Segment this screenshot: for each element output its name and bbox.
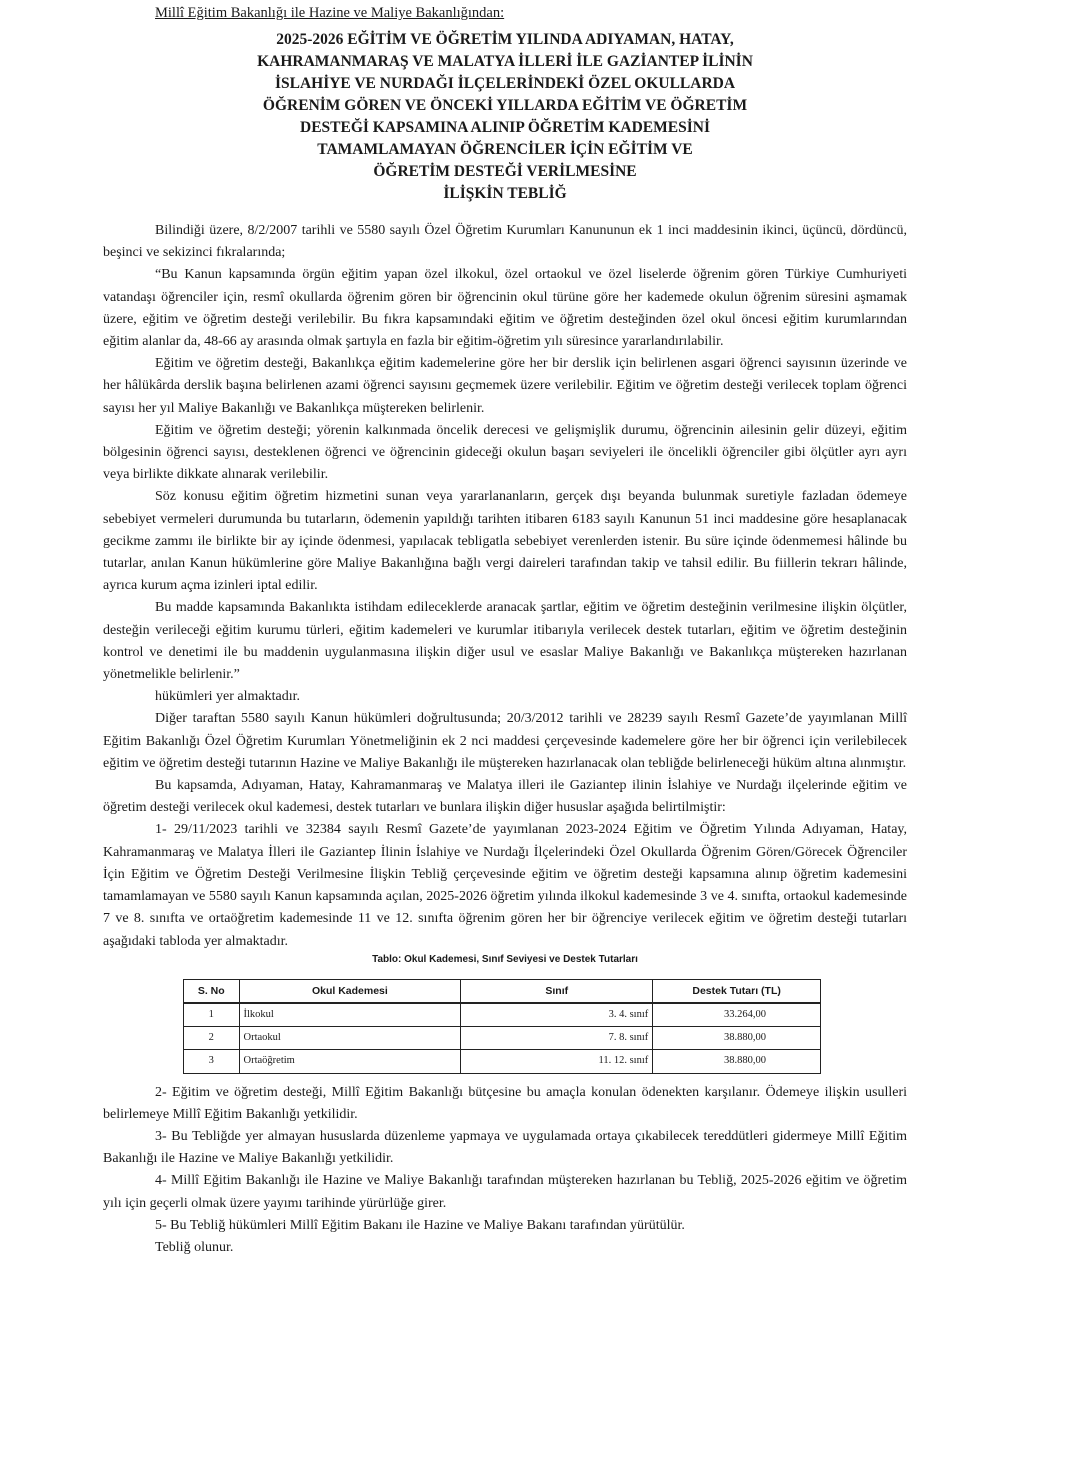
cell-amount: 33.264,00: [653, 1003, 821, 1027]
table-row: [184, 1050, 821, 1073]
title-line: İSLAHİYE VE NURDAĞI İLÇELERİNDEKİ ÖZEL OKULLARDA: [274, 75, 736, 92]
paragraph: “Bu Kanun kapsamında örgün eğitim yapan özel ilkokul, özel ortaokul ve özel liselerde öğrenim gören Türkiye Cumhuriyeti vatandaşı öğrenciler için, resmî okullarda öğrenim gören bir öğrencinin okul türüne göre her kademede okulun öğrenim süresini aşmamak üzere, eğitim ve öğretim desteği verilebilir. Bu fıkra kapsamındaki eğitim ve öğretim desteğinden özel okul öncesi eğitim kurumlarından eğitim alanlar da, 48-66 ay arasında olmak şartıyla en fazla bir eğitim-öğretim yılı süresince yararlandırılabilir.: [103, 267, 907, 350]
paragraph: 2- Eğitim ve öğretim desteği, Millî Eğitim Bakanlığı bütçesine bu amaçla konulan ödenekten karşılanır. Ödemeye ilişkin usulleri belirlemeye Millî Eğitim Bakanlığı yetkilidir.: [103, 1084, 907, 1122]
title-line: ÖĞRENİM GÖREN VE ÖNCEKİ YILLARDA EĞİTİM VE ÖĞRETİM: [262, 97, 748, 114]
title-line: İLİŞKİN TEBLİĞ: [443, 185, 567, 202]
cell-grade: 7. 8. sınıf: [461, 1027, 653, 1050]
cell-level: İlkokul: [239, 1003, 461, 1027]
cell-grade: 3. 4. sınıf: [461, 1003, 653, 1027]
issuer-line: Millî Eğitim Bakanlığı ile Hazine ve Maliye Bakanlığından:: [155, 5, 505, 21]
cell-level: Ortaöğretim: [239, 1050, 461, 1073]
title-line: TAMAMLAMAYAN ÖĞRENCİLER İÇİN EĞİTİM VE: [317, 141, 693, 158]
paragraph: 1- 29/11/2023 tarihli ve 32384 sayılı Resmî Gazete’de yayımlanan 2023-2024 Eğitim ve Öğretim Yılında Adıyaman, Hatay, Kahramanmaraş ve Malatya İlleri ile Gaziantep İlinin İslahiye ve Nurdağı İlçelerindeki Özel Okullarda Öğrenim Gören/Görecek Öğrenciler İçin Eğitim ve Öğretim Desteği Verilmesine İlişkin Tebliğ çerçevesinde eğitim ve öğretim desteği kapsamına alınıp öğretim kademesini tamamlamayan ve 5580 sayılı Kanun kapsamında açılan, 2025-2026 öğretim yılında ilkokul kademesinde 3 ve 4. sınıfta, ortaokul kademesinde 7 ve 8. sınıfta ve ortaöğretim kademesinde 11 ve 12. sınıfta öğrenim gören her bir öğrenciye verilecek eğitim ve öğretim desteği tutarları aşağıdaki tabloda yer almaktadır.: [103, 822, 907, 949]
paragraph: Bu madde kapsamında Bakanlıkta istihdam edileceklerde aranacak şartlar, eğitim ve öğretim desteğinin verilmesine ilişkin ölçütler, desteğin verileceği eğitim kurumu türleri, eğitim kademeleri ve kurumlar itibarıyla verilecek destek tutarları, eğitim ve öğretim desteğinin kontrol ve denetimi ile bu maddenin uygulanmasına ilişkin diğer usul ve esaslar Maliye Bakanlığı ve Bakanlıkça müştereken hazırlanan yönetmelikle belirlenir.”: [103, 600, 907, 683]
title-line: 2025-2026 EĞİTİM VE ÖĞRETİM YILINDA ADIYAMAN, HATAY,: [276, 31, 734, 48]
paragraph: Diğer taraftan 5580 sayılı Kanun hükümleri doğrultusunda; 20/3/2012 tarihli ve 28239 sayılı Resmî Gazete’de yayımlanan Millî Eğitim Bakanlığı Özel Öğretim Kurumları Yönetmeliğinin ek 2 nci maddesi çerçevesinde kademelere göre her bir öğrenci için verilebilecek eğitim ve öğretim desteği tutarının Hazine ve Maliye Bakanlığı ile müştereken hazırlanacak olan tebliğde belirleneceği hüküm altına alınmıştır.: [103, 711, 907, 771]
title-line: KAHRAMANMARAŞ VE MALATYA İLLERİ İLE GAZİANTEP İLİNİN: [257, 53, 753, 70]
cell-sno: 1: [184, 1003, 240, 1027]
title-line: DESTEĞİ KAPSAMINA ALINIP ÖĞRETİM KADEMESİNİ: [300, 119, 710, 136]
paragraph: 3- Bu Tebliğde yer almayan hususlarda düzenleme yapmaya ve uygulamada ortaya çıkabilecek tereddütleri gidermeye Millî Eğitim Bakanlığı ile Hazine ve Maliye Bakanlığı yetkilidir.: [103, 1128, 907, 1167]
paragraph: Bilindiği üzere, 8/2/2007 tarihli ve 5580 sayılı Özel Öğretim Kurumları Kanununun ek 1 inci maddesinin ikinci, üçüncü, dördüncü, beşinci ve sekizinci fıkralarında;: [103, 223, 907, 261]
header-grade: Sınıf: [461, 979, 653, 1003]
paragraph: hükümleri yer almaktadır.: [155, 689, 301, 705]
paragraph: Eğitim ve öğretim desteği; yörenin kalkınmada öncelik derecesi ve gelişmişlik durumu, öğrencinin ailesinin gelir düzeyi, eğitim bölgesinin öğrenci sayısı, desteklenen öğrenci ve öğrencinin gideceği okulun başarı seviyeleri ile öncelikli öğrenciler gibi ölçütler ayrı ayrı veya birlikte dikkate alınarak verilebilir.: [103, 422, 907, 483]
table-caption: Tablo: Okul Kademesi, Sınıf Seviyesi ve Destek Tutarları: [372, 953, 638, 965]
document-page: [103, 4, 907, 1259]
table-row: [184, 1027, 821, 1050]
cell-grade: 11. 12. sınıf: [461, 1050, 653, 1073]
cell-amount: 38.880,00: [653, 1050, 821, 1073]
paragraph: 5- Bu Tebliğ hükümleri Millî Eğitim Bakanı ile Hazine ve Maliye Bakanı tarafından yürütülür.: [155, 1217, 685, 1233]
cell-sno: 3: [184, 1050, 240, 1073]
paragraph: 4- Millî Eğitim Bakanlığı ile Hazine ve Maliye Bakanlığı tarafından müştereken hazırlanan bu Tebliğ, 2025-2026 eğitim ve öğretim yılı için geçerli olmak üzere yayımı tarihinde yürürlüğe girer.: [103, 1173, 907, 1211]
cell-level: Ortaokul: [239, 1027, 461, 1050]
paragraph: Söz konusu eğitim öğretim hizmetini sunan veya yararlananların, gerçek dışı beyanda bulunmak suretiyle fazladan ödemeye sebebiyet vermeleri durumunda bu tutarların, ödemenin yapıldığı tarihten itibaren 6183 sayılı Kanunun 51 inci maddesine göre hesaplanacak gecikme zammı ile birlikte bir ay içinde ödenmesi, yapılacak tebligatla sebebiyet verenlerden istenir. Bu süre içinde ödenmemesi hâlinde bu tutarlar, anılan Kanun hükümlerine göre Maliye Bakanlığına bağlı vergi daireleri tarafından takip ve tahsil edilir. Bu fiillerin tekrarı hâlinde, ayrıca kurum açma izinleri iptal edilir.: [103, 489, 907, 594]
table-row: [184, 1003, 821, 1027]
document-title: [103, 29, 907, 205]
cell-sno: 2: [184, 1027, 240, 1050]
document-body: [103, 220, 907, 1259]
cell-amount: 38.880,00: [653, 1027, 821, 1050]
table-header-row: [184, 979, 821, 1003]
support-table: [183, 979, 821, 1074]
paragraph: Eğitim ve öğretim desteği, Bakanlıkça eğitim kademelerine göre her bir derslik için belirlenen asgari öğrenci sayısının üzerinde ve her hâlükârda derslik başına belirlenen azami öğrenci sayısını geçmemek üzere verilebilir. Eğitim ve öğretim desteği verilecek toplam öğrenci sayısı her yıl Maliye Bakanlığı ve Bakanlıkça müştereken belirlenir.: [103, 356, 907, 416]
header-level: Okul Kademesi: [239, 979, 461, 1003]
header-amount: Destek Tutarı (TL): [653, 979, 821, 1003]
header-sno: S. No: [184, 979, 240, 1003]
paragraph: Tebliğ olunur.: [155, 1239, 234, 1255]
paragraph: Bu kapsamda, Adıyaman, Hatay, Kahramanmaraş ve Malatya illeri ile Gaziantep ilinin İslahiye ve Nurdağı ilçelerinde eğitim ve öğretim desteği verilecek okul kademesi, destek tutarları ve bunlara ilişkin diğer hususlar aşağıda belirtilmiştir:: [103, 778, 907, 816]
title-line: ÖĞRETİM DESTEĞİ VERİLMESİNE: [373, 163, 637, 180]
